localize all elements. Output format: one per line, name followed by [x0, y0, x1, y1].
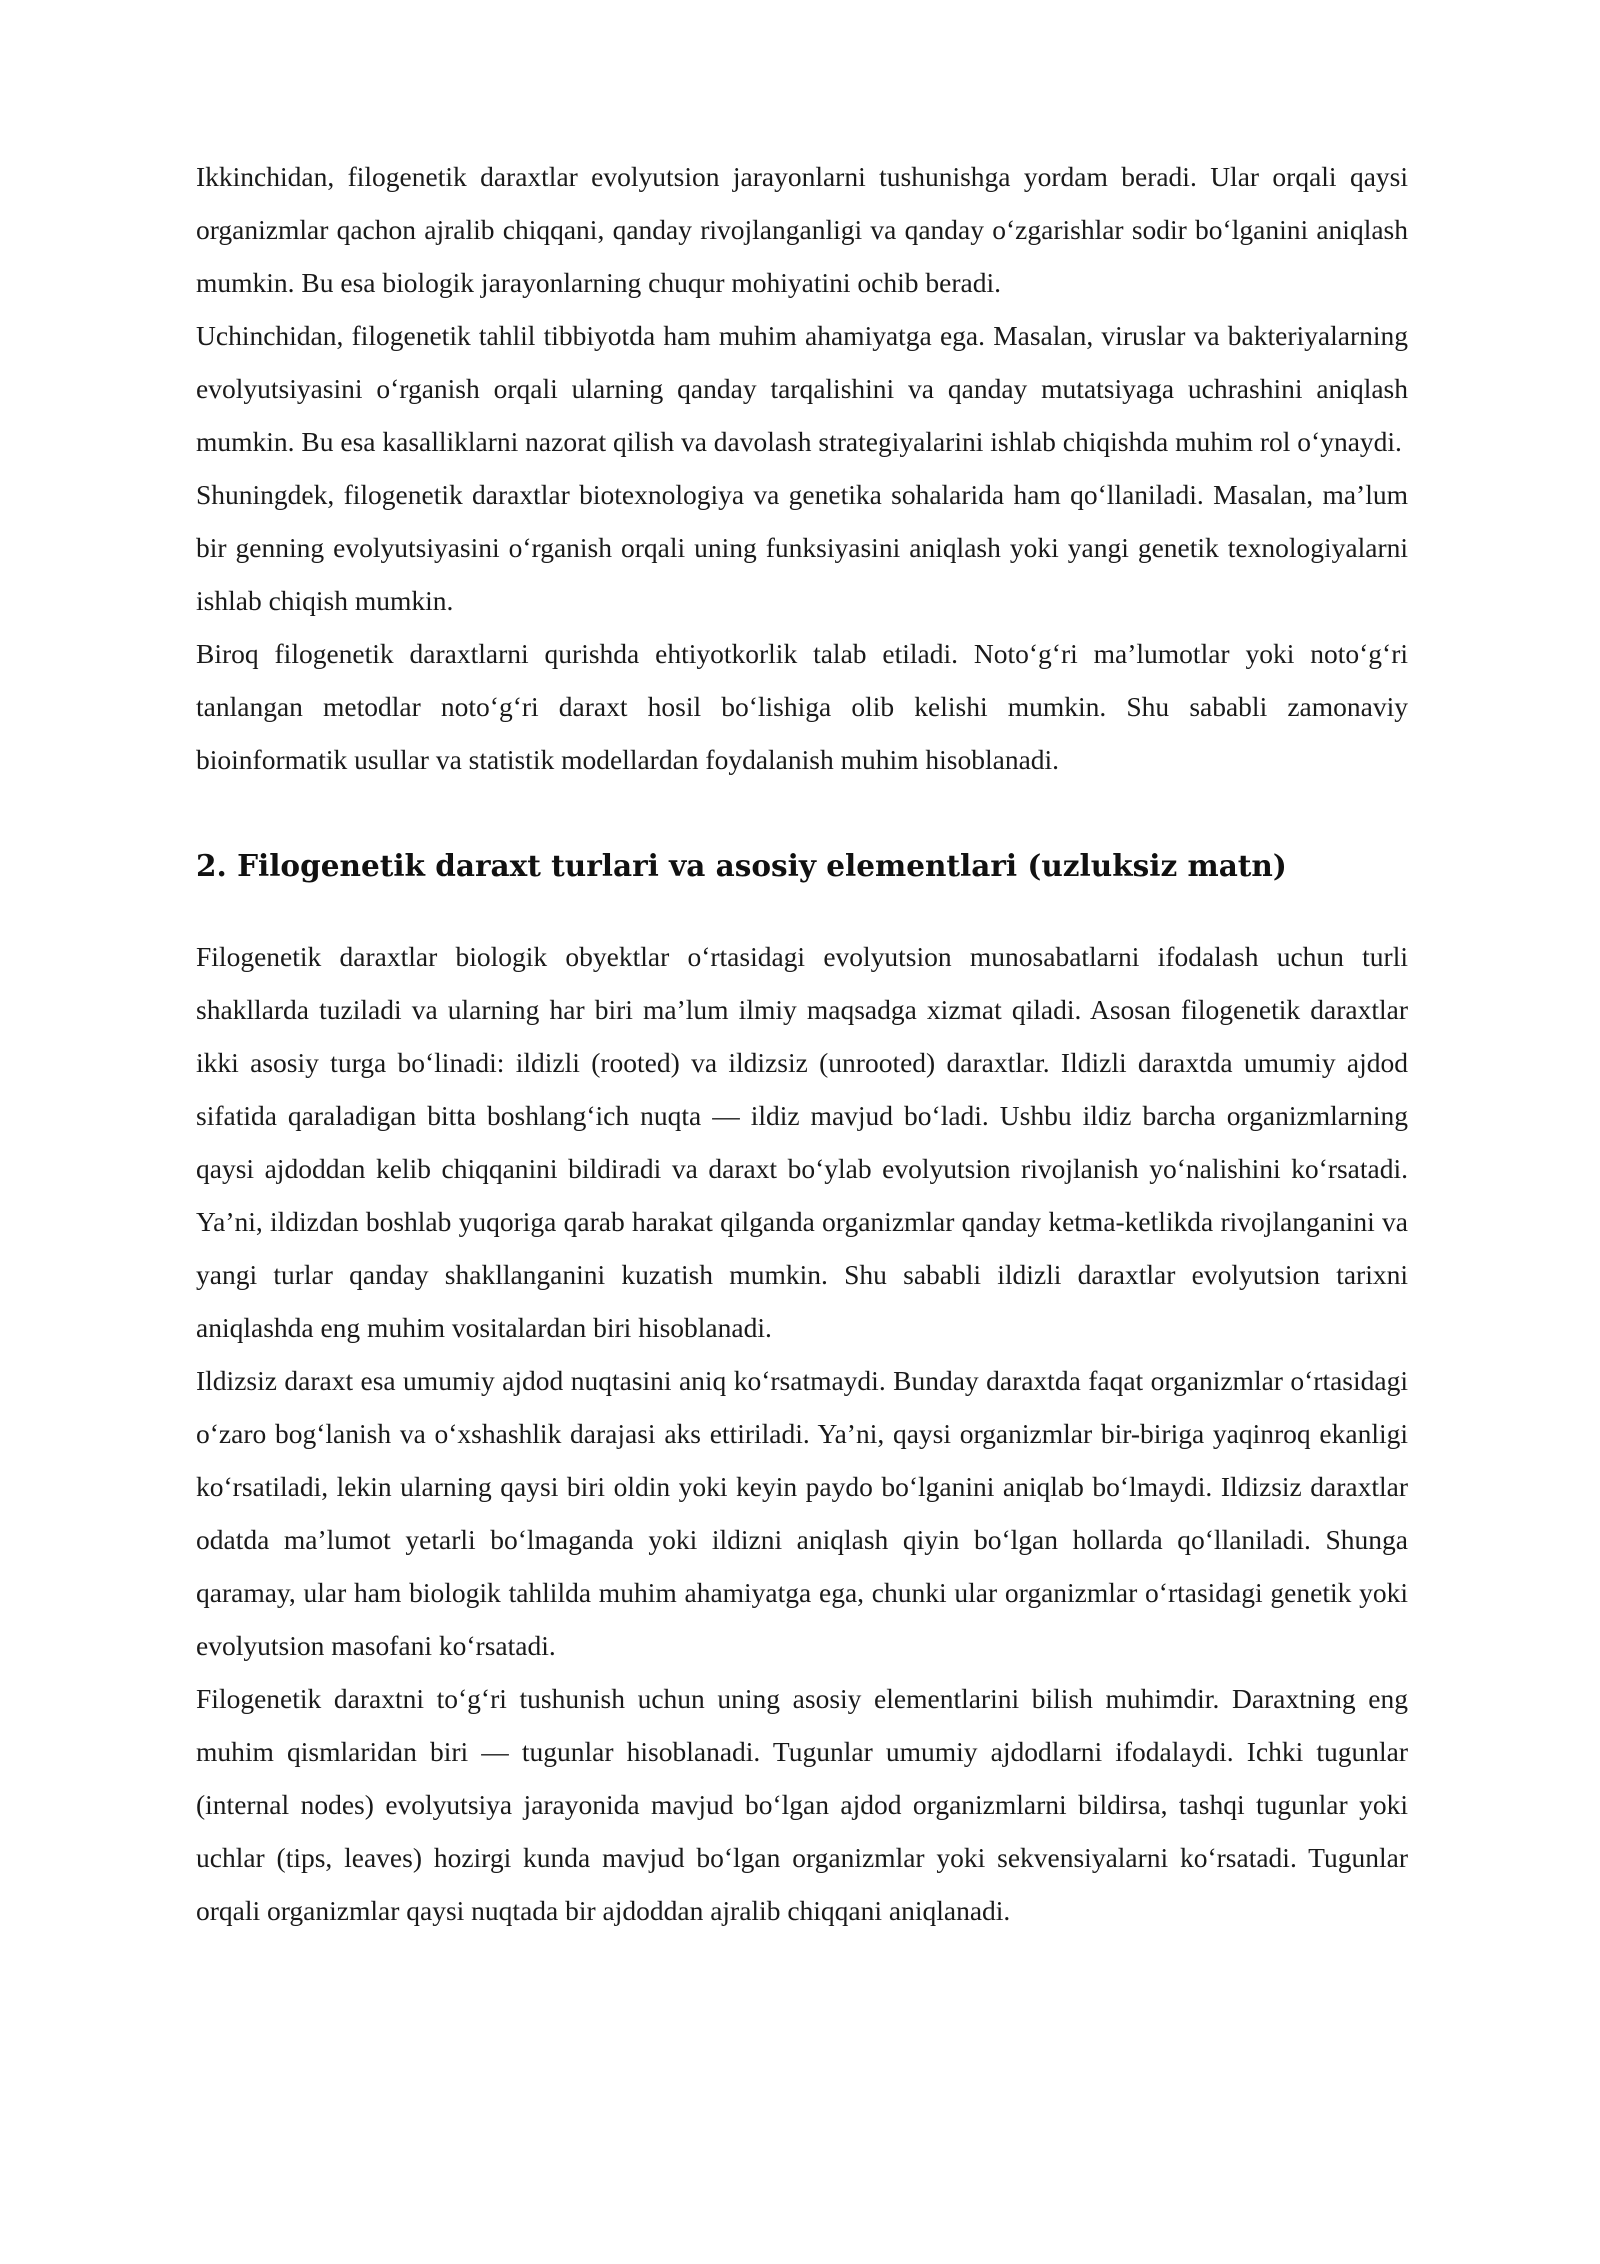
section-heading: 2. Filogenetik daraxt turlari va asosiy elementlari (uzluksiz matn) — [196, 848, 1287, 883]
paragraph-ildizsiz-daraxt: Ildizsiz daraxt esa umumiy ajdod nuqtasini aniq ko‘rsatmaydi. Bunday daraxtda faqat organizmlar o‘rtasidagi o‘zaro bog‘lanish va o‘xshashlik darajasi aks ettiriladi. Ya’ni, qaysi organizmlar bir-biriga yaqinroq ekanligi ko‘rsatiladi, lekin ularning qaysi biri oldin yoki keyin paydo bo‘lganini aniqlab bo‘lmaydi. Ildizsiz daraxtlar odatda ma’lumot yetarli bo‘lmaganda yoki ildizni aniqlash qiyin bo‘lgan hollarda qo‘llaniladi. Shunga qaramay, ular ham biologik tahlilda muhim ahamiyatga ega, chunki ular organizmlar o‘rtasidagi genetik yoki evolyutsion masofani ko‘rsatadi. — [196, 1365, 1408, 1661]
paragraph-biroq: Biroq filogenetik daraxtlarni qurishda ehtiyotkorlik talab etiladi. Noto‘g‘ri ma’lumotlar yoki noto‘g‘ri tanlangan metodlar noto‘g‘ri daraxt hosil bo‘lishiga olib kelishi mumkin. Shu sababli zamonaviy bioinformatik usullar va statistik modellardan foydalanish muhim hisoblanadi. — [196, 638, 1408, 775]
paragraph-asosiy-elementlar: Filogenetik daraxtni to‘g‘ri tushunish uchun uning asosiy elementlarini bilish muhimdir. Daraxtning eng muhim qismlaridan biri — tugunlar hisoblanadi. Tugunlar umumiy ajdodlarni ifodalaydi. Ichki tugunlar (internal nodes) evolyutsiya jarayonida mavjud bo‘lgan ajdod organizmlarni bildirsa, tashqi tugunlar yoki uchlar (tips, leaves) hozirgi kunda mavjud bo‘lgan organizmlar yoki sekvensiyalarni ko‘rsatadi. Tugunlar orqali organizmlar qaysi nuqtada bir ajdoddan ajralib chiqqani aniqlanadi. — [196, 1683, 1408, 1926]
document-page — [196, 150, 1408, 1937]
paragraph-ikkinchidan: Ikkinchidan, filogenetik daraxtlar evolyutsion jarayonlarni tushunishga yordam beradi. Ular orqali qaysi organizmlar qachon ajralib chiqqani, qanday rivojlanganligi va qanday o‘zgarishlar sodir bo‘lganini aniqlash mumkin. Bu esa biologik jarayonlarning chuqur mohiyatini ochib beradi. — [196, 161, 1408, 298]
paragraph-filogenetik-daraxtlar: Filogenetik daraxtlar biologik obyektlar o‘rtasidagi evolyutsion munosabatlarni ifodalash uchun turli shakllarda tuziladi va ularning har biri ma’lum ilmiy maqsadga xizmat qiladi. Asosan filogenetik daraxtlar ikki asosiy turga bo‘linadi: ildizli (rooted) va ildizsiz (unrooted) daraxtlar. Ildizli daraxtda umumiy ajdod sifatida qaraladigan bitta boshlang‘ich nuqta — ildiz mavjud bo‘ladi. Ushbu ildiz barcha organizmlarning qaysi ajdoddan kelib chiqqanini bildiradi va daraxt bo‘ylab evolyutsion rivojlanish yo‘nalishini ko‘rsatadi. Ya’ni, ildizdan boshlab yuqoriga qarab harakat qilganda organizmlar qanday ketma-ketlikda rivojlanganini va yangi turlar qanday shakllanganini kuzatish mumkin. Shu sababli ildizli daraxtlar evolyutsion tarixni aniqlashda eng muhim vositalardan biri hisoblanadi. — [196, 941, 1408, 1343]
paragraph-shuningdek: Shuningdek, filogenetik daraxtlar biotexnologiya va genetika sohalarida ham qo‘llaniladi. Masalan, ma’lum bir genning evolyutsiyasini o‘rganish orqali uning funksiyasini aniqlash yoki yangi genetik texnologiyalarni ishlab chiqish mumkin. — [196, 479, 1408, 616]
paragraph-uchinchidan: Uchinchidan, filogenetik tahlil tibbiyotda ham muhim ahamiyatga ega. Masalan, viruslar va bakteriyalarning evolyutsiyasini o‘rganish orqali ularning qanday tarqalishini va qanday mutatsiyaga uchrashini aniqlash mumkin. Bu esa kasalliklarni nazorat qilish va davolash strategiyalarini ishlab chiqishda muhim rol o‘ynaydi. — [196, 320, 1408, 457]
